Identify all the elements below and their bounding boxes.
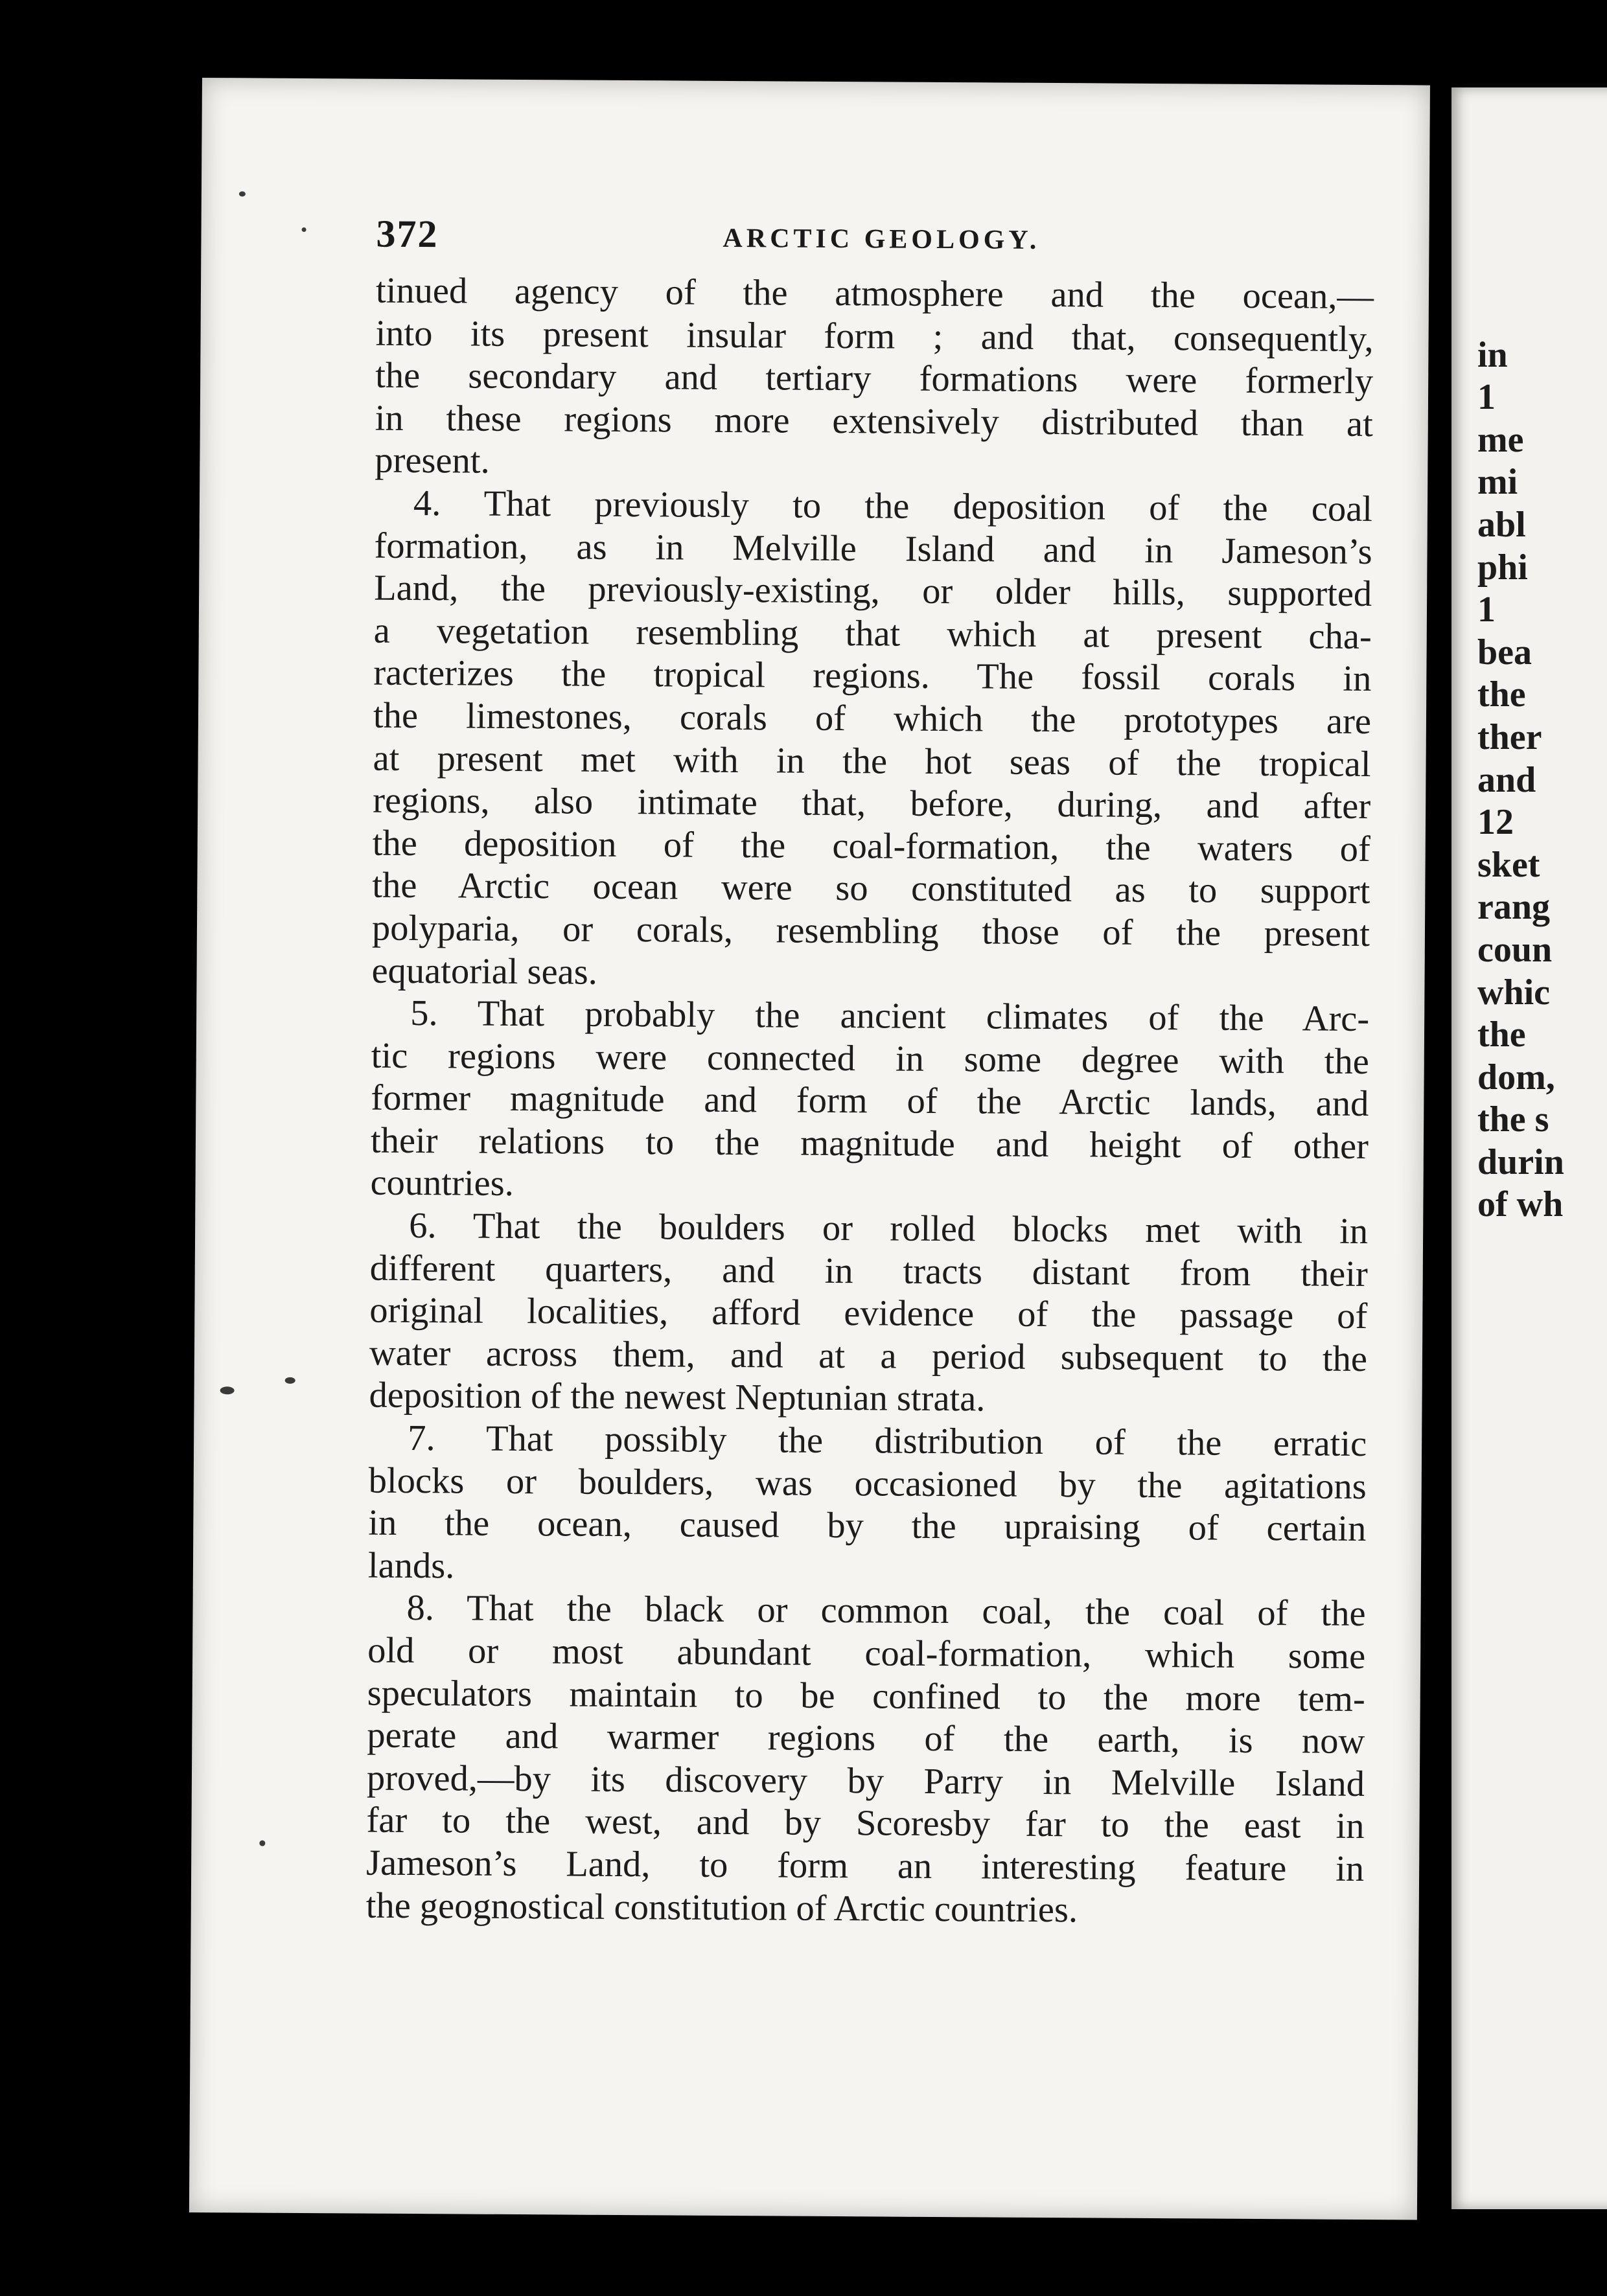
text-line: regions, also intimate that, before, during, and after bbox=[372, 780, 1371, 827]
text-line: 8. That the black or common coal, the coal of the bbox=[406, 1588, 1366, 1635]
text-line: a vegetation resembling that which at present cha- bbox=[373, 610, 1372, 657]
text-line: speculators maintain to be confined to the more tem- bbox=[367, 1673, 1365, 1719]
text-line: in the ocean, caused by the upraising of certain bbox=[368, 1502, 1367, 1550]
text-line: whic bbox=[1477, 972, 1550, 1013]
text-line: into its present insular form ; and that, consequently, bbox=[375, 313, 1374, 360]
text-line: equatorial seas. bbox=[371, 950, 598, 993]
text-line: durin bbox=[1477, 1142, 1564, 1182]
text-line: the bbox=[1477, 1015, 1526, 1055]
text-line: Jameson’s Land, to form an interesting feature in bbox=[365, 1843, 1365, 1889]
text-line: tinued agency of the atmosphere and the ocean,— bbox=[375, 270, 1374, 317]
facing-page-text bbox=[1477, 292, 1607, 1226]
text-line: proved,—by its discovery by Parry in Melville Island bbox=[366, 1758, 1365, 1804]
text-line: the deposition of the coal-formation, the waters of bbox=[372, 823, 1370, 869]
text-line: sket bbox=[1477, 844, 1540, 885]
running-head bbox=[376, 212, 1251, 269]
scan-speck bbox=[302, 227, 306, 232]
text-line: countries. bbox=[370, 1163, 514, 1204]
text-line: racterizes the tropical regions. The fossil corals in bbox=[373, 652, 1372, 700]
text-line: rang bbox=[1477, 887, 1550, 928]
scan-speck bbox=[220, 1386, 235, 1394]
text-line: perate and warmer regions of the earth, is now bbox=[367, 1715, 1365, 1762]
text-line: in bbox=[1477, 334, 1508, 375]
text-line: the limestones, corals of which the prototypes are bbox=[373, 695, 1372, 742]
text-line: far to the west, and by Scoresby far to the east in bbox=[366, 1800, 1365, 1847]
text-line: Land, the previously-existing, or older hills, supported bbox=[374, 568, 1372, 615]
text-line: different quarters, and in tracts distant from their bbox=[369, 1248, 1368, 1294]
text-line bbox=[1477, 292, 1607, 334]
body-text bbox=[366, 270, 1374, 1934]
text-line: at present met with in the hot seas of the tropical bbox=[373, 738, 1371, 785]
text-line: dom, bbox=[1477, 1057, 1555, 1097]
text-line: 5. That probably the ancient climates of the Arc- bbox=[410, 993, 1370, 1040]
text-line: present. bbox=[375, 441, 490, 482]
page-number: 372 bbox=[376, 212, 439, 256]
text-line: polyparia, or corals, resembling those of the present bbox=[371, 908, 1370, 954]
text-line: 1 bbox=[1477, 590, 1496, 630]
text-line: phi bbox=[1477, 547, 1528, 588]
text-line: formation, as in Melville Island and in Jameson’s bbox=[374, 525, 1372, 572]
text-line: mi bbox=[1477, 462, 1518, 503]
text-line: 4. That previously to the deposition of the coal bbox=[413, 483, 1373, 530]
scan-speck bbox=[259, 1841, 265, 1846]
text-line: 6. That the boulders or rolled blocks met with in bbox=[408, 1206, 1369, 1252]
text-line: 7. That possibly the distribution of the erratic bbox=[407, 1418, 1367, 1465]
text-line: coun bbox=[1477, 929, 1553, 970]
text-line: tic regions were connected in some degree with the bbox=[371, 1035, 1369, 1082]
text-line: former magnitude and form of the Arctic lands, and bbox=[371, 1077, 1369, 1125]
text-line: water across them, and at a period subsequent to the bbox=[369, 1333, 1368, 1379]
book-page bbox=[189, 78, 1430, 2220]
text-line: 12 bbox=[1477, 802, 1514, 843]
text-line: the secondary and tertiary formations were formerly bbox=[375, 355, 1374, 402]
scan-speck bbox=[285, 1377, 295, 1384]
text-line: 1 bbox=[1477, 377, 1496, 418]
text-line: deposition of the newest Neptunian strata. bbox=[369, 1375, 986, 1419]
scan-speck bbox=[239, 191, 246, 196]
text-line: abl bbox=[1477, 504, 1526, 545]
text-line: ther bbox=[1477, 717, 1542, 757]
text-line: in these regions more extensively distributed than at bbox=[375, 398, 1373, 444]
text-line: me bbox=[1477, 419, 1524, 460]
text-line: of wh bbox=[1477, 1184, 1564, 1225]
text-line: original localities, afford evidence of the passage of bbox=[369, 1290, 1368, 1337]
text-line: and bbox=[1477, 759, 1536, 800]
text-line: the geognostical constitution of Arctic countries. bbox=[365, 1885, 1078, 1930]
text-line: lands. bbox=[367, 1545, 455, 1587]
text-line: blocks or boulders, was occasioned by the agitations bbox=[368, 1460, 1367, 1507]
facing-page bbox=[1451, 87, 1607, 2209]
text-line: bea bbox=[1477, 632, 1532, 672]
running-title: ARCTIC GEOLOGY. bbox=[723, 223, 1041, 255]
text-line: the bbox=[1477, 674, 1526, 715]
text-line: the Arctic ocean were so constituted as to support bbox=[372, 865, 1370, 912]
text-line: their relations to the magnitude and height of other bbox=[370, 1120, 1369, 1167]
text-line: the s bbox=[1477, 1099, 1549, 1140]
text-line: old or most abundant coal-formation, which some bbox=[367, 1630, 1366, 1677]
